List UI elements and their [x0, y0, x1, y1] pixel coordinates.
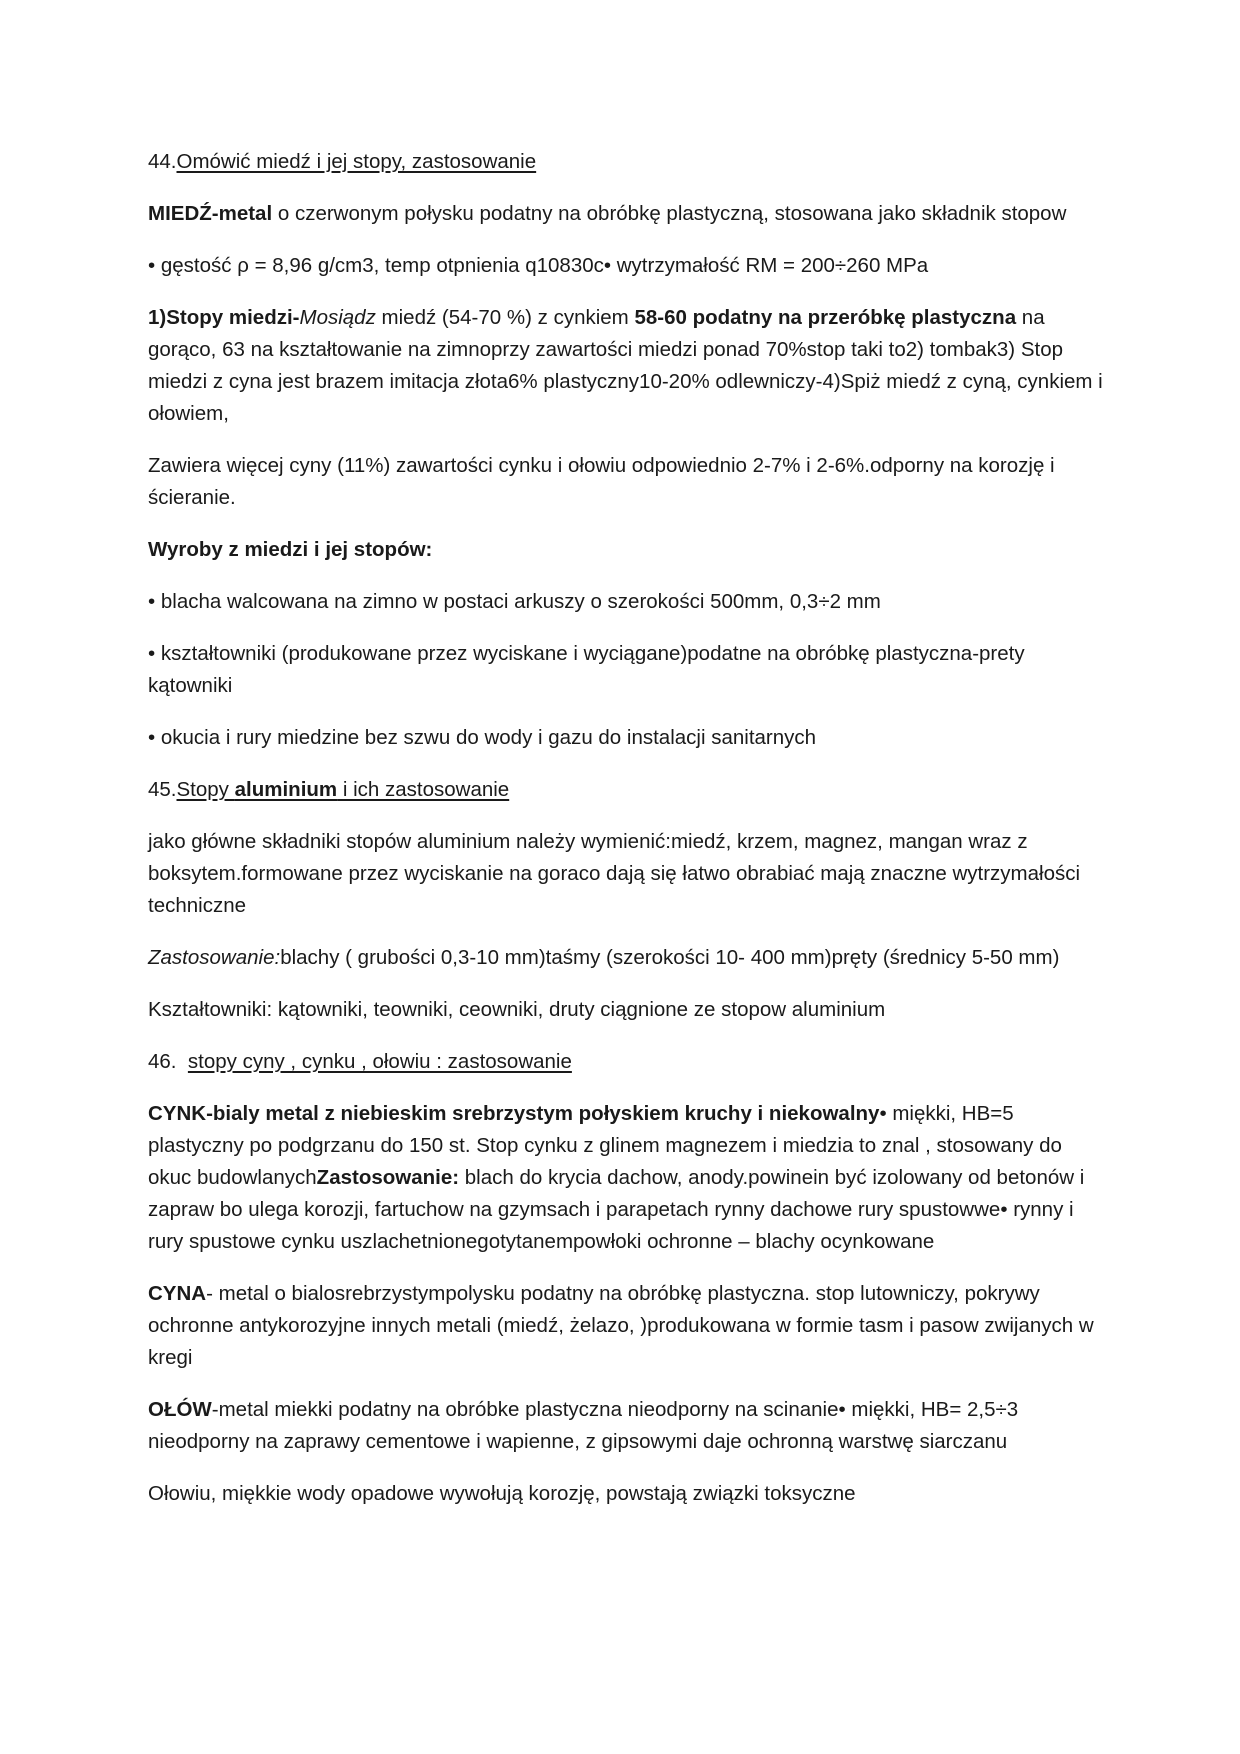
- paragraph-aluminium-profiles: Kształtowniki: kątowniki, teowniki, ceowniki, druty ciągnione ze stopow aluminium: [148, 998, 886, 1021]
- list-item-profiles: • kształtowniki (produkowane przez wyciskane i wyciągane)podatne na obróbkę plastyczna-prety kątowniki: [148, 642, 1025, 697]
- section-45-title: Stopy aluminium i ich zastosowanie: [176, 778, 510, 801]
- paragraph-lead-corrosion: Ołowiu, miękkie wody opadowe wywołują korozję, powstają związki toksyczne: [148, 1482, 856, 1505]
- paragraph-copper-properties: • gęstość ρ = 8,96 g/cm3, temp otpnienia q10830c• wytrzymałość RM = 200÷260 MPa: [148, 254, 929, 277]
- list-item-fittings: • okucia i rury miedzine bez szwu do wody i gazu do instalacji sanitarnych: [148, 726, 817, 749]
- section-45-heading: 45.Stopy aluminium i ich zastosowanie: [148, 778, 510, 801]
- document-body: [148, 146, 1108, 1530]
- section-46-heading: 46. stopy cyny , cynku , ołowiu : zastosowanie: [148, 1050, 572, 1073]
- list-item-sheet: • blacha walcowana na zimno w postaci arkuszy o szerokości 500mm, 0,3÷2 mm: [148, 590, 881, 613]
- subheading-copper-products: Wyroby z miedzi i jej stopów:: [148, 538, 433, 561]
- paragraph-bronze: Zawiera więcej cyny (11%) zawartości cynku i ołowiu odpowiednio 2-7% i 2-6%.odporny na korozję i ścieranie.: [148, 454, 1055, 509]
- section-44-heading: 44.Omówić miedź i jej stopy, zastosowanie: [148, 150, 537, 173]
- paragraph-aluminium-uses: Zastosowanie:blachy ( grubości 0,3-10 mm)taśmy (szerokości 10- 400 mm)pręty (średnicy 5-50 mm): [148, 946, 1060, 969]
- paragraph-copper-intro: MIEDŹ-metal o czerwonym połysku podatny na obróbkę plastyczną, stosowana jako składnik stopow: [148, 202, 1067, 225]
- paragraph-lead: OŁÓW-metal miekki podatny na obróbke plastyczna nieodporny na scinanie• miękki, HB= 2,5÷3 nieodporny na zaprawy cementowe i wapienne, z gipsowymi daje ochronną warstwę siarczanu: [148, 1398, 1019, 1453]
- paragraph-tin: CYNA- metal o bialosrebrzystympolysku podatny na obróbkę plastyczna. stop lutowniczy, pokrywy ochronne antykorozyjne innych metali (miedź, żelazo, )produkowana w formie tasm i pasow zwijanych w kregi: [148, 1282, 1094, 1369]
- paragraph-zinc: CYNK-bialy metal z niebieskim srebrzystym połyskiem kruchy i niekowalny• miękki, HB=5 plastyczny po podgrzanu do 150 st. Stop cynku z glinem magnezem i miedzia to znal , stosowany do okuc budowlanychZastosowanie: blach do krycia dachow, anody.powinein być izolowany od betonów i zapraw bo ulega korozji, fartuchow na gzymsach i parapetach rynny dachowe rury spustowwe• rynny i rury spustowe cynku uszlachetnionegotytanempowłoki ochronne – blachy ocynkowane: [148, 1102, 1085, 1253]
- paragraph-copper-alloys: 1)Stopy miedzi-Mosiądz miedź (54-70 %) z cynkiem 58-60 podatny na przeróbkę plastyczna na gorąco, 63 na kształtowanie na zimnoprzy zawartości miedzi ponad 70%stop taki to2) tombak3) Stop miedzi z cyna jest brazem imitacja złota6% plastyczny10-20% odlewniczy-4)Spiż miedź z cyną, cynkiem i ołowiem,: [148, 306, 1103, 425]
- section-44-title: Omówić miedź i jej stopy, zastosowanie: [176, 150, 537, 173]
- paragraph-aluminium-components: jako główne składniki stopów aluminium należy wymienić:miedź, krzem, magnez, mangan wraz z boksytem.formowane przez wyciskanie na goraco dają się łatwo obrabiać mają znaczne wytrzymałości techniczne: [148, 830, 1081, 917]
- section-46-title: stopy cyny , cynku , ołowiu : zastosowanie: [187, 1050, 572, 1073]
